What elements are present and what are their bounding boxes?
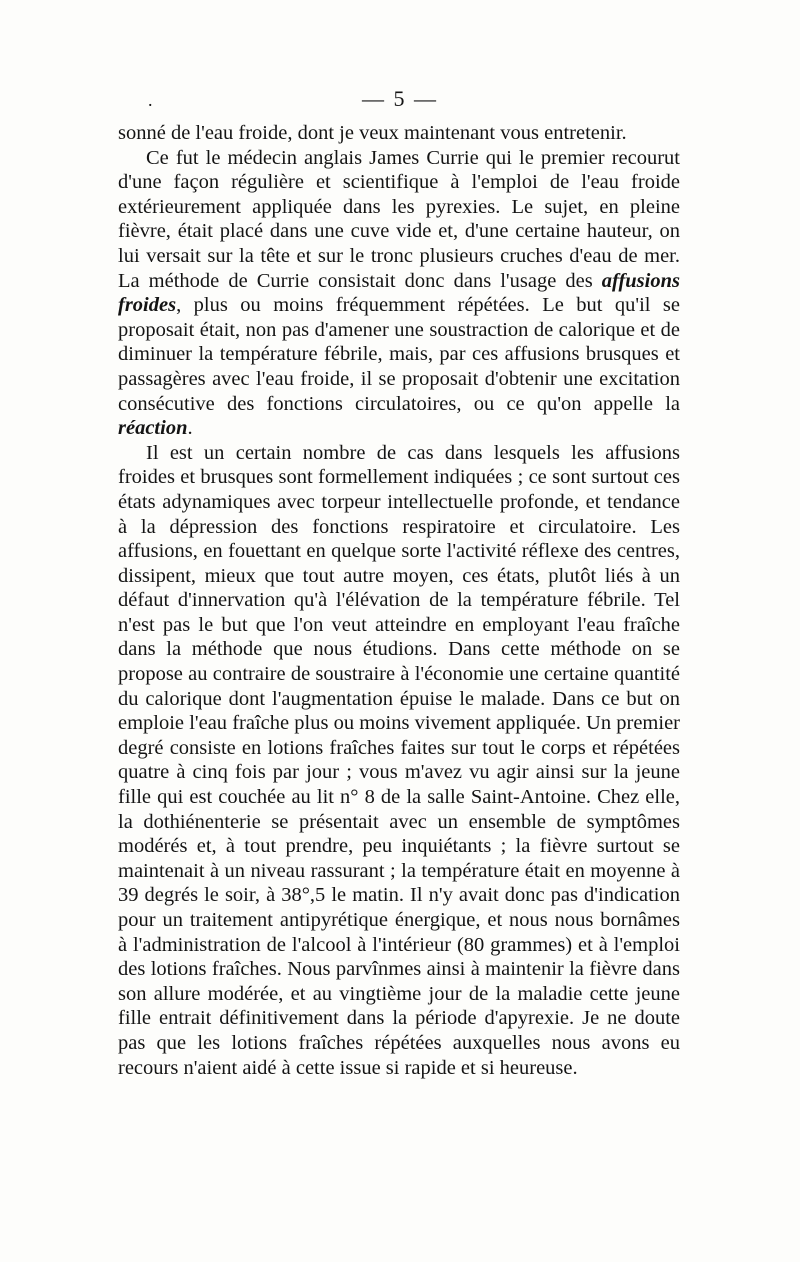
paragraph-1 xyxy=(118,121,680,146)
paragraph-2-text: , plus ou moins fréquemment répétées. Le but qu'il se proposait était, non pas d'amener une soustraction de calorique et de diminuer la température fébrile, mais, par ces affusions brusques et passagères avec l'eau froide, il se proposait d'obtenir une excitation consécutive des fonctions circulatoires, ou ce qu'on appelle la xyxy=(118,294,680,415)
paragraph-2-text: . xyxy=(187,417,193,440)
paragraph-1-text: sonné de l'eau froide, dont je veux maintenant vous entretenir. xyxy=(118,122,627,144)
body-text xyxy=(118,121,680,1080)
paragraph-3-text: Il est un certain nombre de cas dans lesquels les affusions froides et brusques sont formellement indiquées ; ce sont surtout ces états adynamiques avec torpeur intellectuelle profonde, et tendance à la dépression des fonctions respiratoire et circulatoire. Les affusions, en fouettant en quelque sorte l'activité réflexe des centres, dissipent, mieux que tout autre moyen, ces états, plutôt liés à un défaut d'innervation qu'à l'élévation de la température fébrile. Tel n'est pas le but que l'on veut atteindre en employant l'eau fraîche dans la méthode que nous étudions. Dans cette méthode on se propose au contraire de soustraire à l'économie une certaine quantité du calorique dont l'augmentation épuise le malade. Dans ce but on emploie l'eau fraîche plus ou moins vivement appliquée. Un premier degré consiste en lotions fraîches faites sur tout le corps et répétées quatre à cinq fois par jour ; vous m'avez vu agir ainsi sur la jeune fille qui est couchée au lit n° 8 de la salle Saint-Antoine. Chez elle, la dothiénenterie se présentait avec un ensemble de symptômes modérés et, à tout prendre, peu inquiétants ; la fièvre surtout se maintenait à un niveau rassurant ; la température était en moyenne à 39 degrés le soir, à 38°,5 le matin. Il n'y avait donc pas d'indication pour un traitement antipyrétique énergique, et nous nous bornâmes à l'administration de l'alcool à l'intérieur (80 grammes) et à l'emploi des lotions fraîches. Nous parvînmes ainsi à maintenir la fièvre dans son allure modérée, et au vingtième jour de la maladie cette jeune fille entrait définitivement dans la période d'apyrexie. Je ne doute pas que les lotions fraîches répétées auxquelles nous avons eu recours n'aient aidé à cette issue si rapide et si heureuse. xyxy=(118,441,680,1079)
stray-mark: . xyxy=(148,90,153,110)
page-number: — 5 — xyxy=(362,86,438,111)
emphasis-reaction: réaction xyxy=(118,417,188,440)
paragraph-2 xyxy=(118,146,680,441)
paragraph-2-text: Ce fut le médecin anglais James Currie qui le premier recourut d'une façon régulière et scientifique à l'emploi de l'eau froide extérieurement appliquée dans les pyrexies. Le sujet, en pleine fièvre, était placé dans une cuve vide et, d'une certaine hauteur, on lui versait sur la tête et sur le tronc plusieurs cruches d'eau de mer. La méthode de Currie consistait donc dans l'usage des xyxy=(118,146,680,292)
emphasis-affusions-froides: affusions froides xyxy=(118,269,680,317)
paragraph-3 xyxy=(118,441,680,1080)
